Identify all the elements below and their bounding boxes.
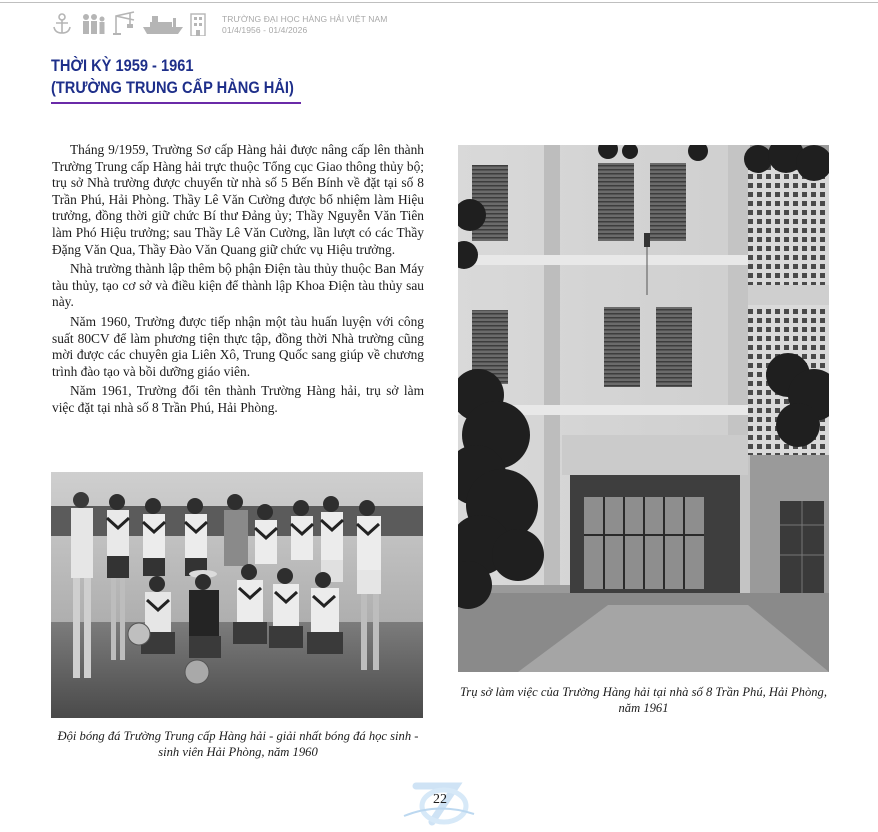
building-photo-caption: Trụ sở làm việc của Trường Hàng hải tại nhà số 8 Trần Phú, Hải Phòng, năm 1961 bbox=[459, 685, 827, 715]
team-photo-caption: Đội bóng đá Trường Trung cấp Hàng hải - giải nhất bóng đá học sinh - sinh viên Hải Phòng, năm 1960 bbox=[57, 729, 419, 759]
paragraph-4: Năm 1961, Trường đổi tên thành Trường Hàng hải, trụ sở làm việc đặt tại nhà số 8 Trần Phú, Hải Phòng. bbox=[52, 383, 424, 415]
paragraph-1: Tháng 9/1959, Trường Sơ cấp Hàng hải được nâng cấp lên thành Trường Trung cấp Hàng hải trực thuộc Tổng cục Giao thông thủy bộ; trụ sở Nhà trường được chuyển từ nhà số 5 Bến Bính về đặt tại số 8 Trần Phú, Hải Phòng. Thầy Lê Văn Cường được bổ nhiệm làm Hiệu trưởng, đồng thời giữ chức Bí thư Đảng ủy; Thầy Nguyễn Văn Tiên làm Phó Hiệu trưởng; sau Thầy Lê Văn Cường, lần lượt có các Thầy Đặng Văn Qua, Thầy Đào Văn Quang giữ chức vụ Hiệu trưởng. bbox=[52, 142, 424, 257]
paragraph-2: Nhà trường thành lập thêm bộ phận Điện tàu thủy thuộc Ban Máy tàu thủy, tạo cơ sở và điều kiện để thành lập Khoa Điện tàu thủy sau này. bbox=[52, 261, 424, 310]
building-icon bbox=[190, 12, 206, 36]
section-title-line2: (TRƯỜNG TRUNG CẤP HÀNG HẢI) bbox=[51, 78, 294, 97]
header-university: TRƯỜNG ĐẠI HỌC HÀNG HẢI VIỆT NAM bbox=[222, 14, 388, 24]
football-team-photo bbox=[51, 472, 423, 718]
people-icon bbox=[80, 12, 106, 36]
section-title-line1: THỜI KỲ 1959 - 1961 bbox=[51, 56, 194, 75]
paragraph-3: Năm 1960, Trường được tiếp nhận một tàu huấn luyện với công suất 80CV để làm phương tiện thực tập, đồng thời Nhà trường cũng mời được các chuyên gia Liên Xô, Trung Quốc sang giúp về chương trình đào tạo và bồi dưỡng giáo viên. bbox=[52, 313, 424, 379]
page-number: 22 bbox=[433, 792, 447, 807]
title-underline bbox=[51, 102, 301, 104]
ship-icon bbox=[142, 12, 184, 36]
header-icons bbox=[50, 10, 206, 36]
body-text bbox=[52, 142, 424, 420]
crane-icon bbox=[112, 10, 136, 36]
anchor-icon bbox=[50, 12, 74, 36]
section-title bbox=[51, 55, 333, 99]
header-dates: 01/4/1956 - 01/4/2026 bbox=[222, 25, 308, 35]
top-rule bbox=[0, 2, 878, 3]
school-building-photo bbox=[458, 145, 829, 672]
header-title bbox=[222, 14, 387, 36]
